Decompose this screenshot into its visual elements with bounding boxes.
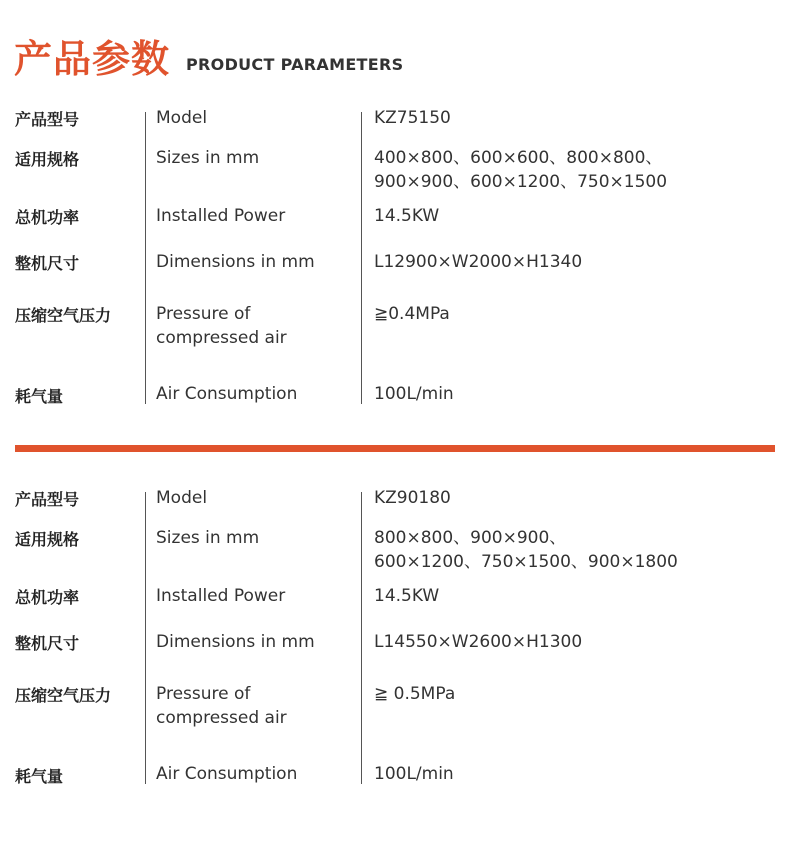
value: L12900×W2000×H1340 bbox=[374, 252, 583, 272]
label-en: Model bbox=[156, 108, 208, 128]
value: ≧ 0.5MPa bbox=[374, 684, 456, 704]
label-en: Dimensions in mm bbox=[156, 632, 315, 652]
label-en: Pressure of compressed air bbox=[156, 304, 287, 348]
label-en: Model bbox=[156, 488, 208, 508]
value: 100L/min bbox=[374, 764, 454, 784]
column-divider bbox=[361, 492, 362, 784]
value: 800×800、900×900、 600×1200、750×1500、900×1800 bbox=[374, 528, 678, 572]
label-cn: 压缩空气压力 bbox=[15, 686, 112, 705]
label-en: Air Consumption bbox=[156, 764, 298, 784]
page-title-cn: 产品参数 bbox=[14, 37, 171, 81]
column-divider bbox=[145, 112, 146, 404]
value: 14.5KW bbox=[374, 206, 440, 226]
value: 400×800、600×600、800×800、 900×900、600×1200、750×1500 bbox=[374, 148, 668, 192]
label-cn: 整机尺寸 bbox=[15, 254, 80, 273]
value: ≧0.4MPa bbox=[374, 304, 450, 324]
label-en: Dimensions in mm bbox=[156, 252, 315, 272]
label-cn: 耗气量 bbox=[15, 387, 64, 406]
label-cn: 总机功率 bbox=[15, 588, 80, 607]
column-divider bbox=[145, 492, 146, 784]
section-divider bbox=[15, 445, 775, 452]
page-title-en: PRODUCT PARAMETERS bbox=[186, 55, 404, 74]
label-en: Installed Power bbox=[156, 206, 286, 226]
label-en: Installed Power bbox=[156, 586, 286, 606]
label-cn: 压缩空气压力 bbox=[15, 306, 112, 325]
label-en: Air Consumption bbox=[156, 384, 298, 404]
label-cn: 产品型号 bbox=[15, 490, 80, 509]
column-divider bbox=[361, 112, 362, 404]
value: KZ90180 bbox=[374, 488, 451, 508]
value: 100L/min bbox=[374, 384, 454, 404]
label-cn: 适用规格 bbox=[15, 530, 80, 549]
label-cn: 耗气量 bbox=[15, 767, 64, 786]
label-en: Sizes in mm bbox=[156, 528, 260, 548]
label-cn: 整机尺寸 bbox=[15, 634, 80, 653]
label-cn: 总机功率 bbox=[15, 208, 80, 227]
label-en: Sizes in mm bbox=[156, 148, 260, 168]
label-cn: 产品型号 bbox=[15, 110, 80, 129]
label-cn: 适用规格 bbox=[15, 150, 80, 169]
value: L14550×W2600×H1300 bbox=[374, 632, 583, 652]
value: KZ75150 bbox=[374, 108, 451, 128]
value: 14.5KW bbox=[374, 586, 440, 606]
label-en: Pressure of compressed air bbox=[156, 684, 287, 728]
page-header bbox=[14, 36, 403, 82]
